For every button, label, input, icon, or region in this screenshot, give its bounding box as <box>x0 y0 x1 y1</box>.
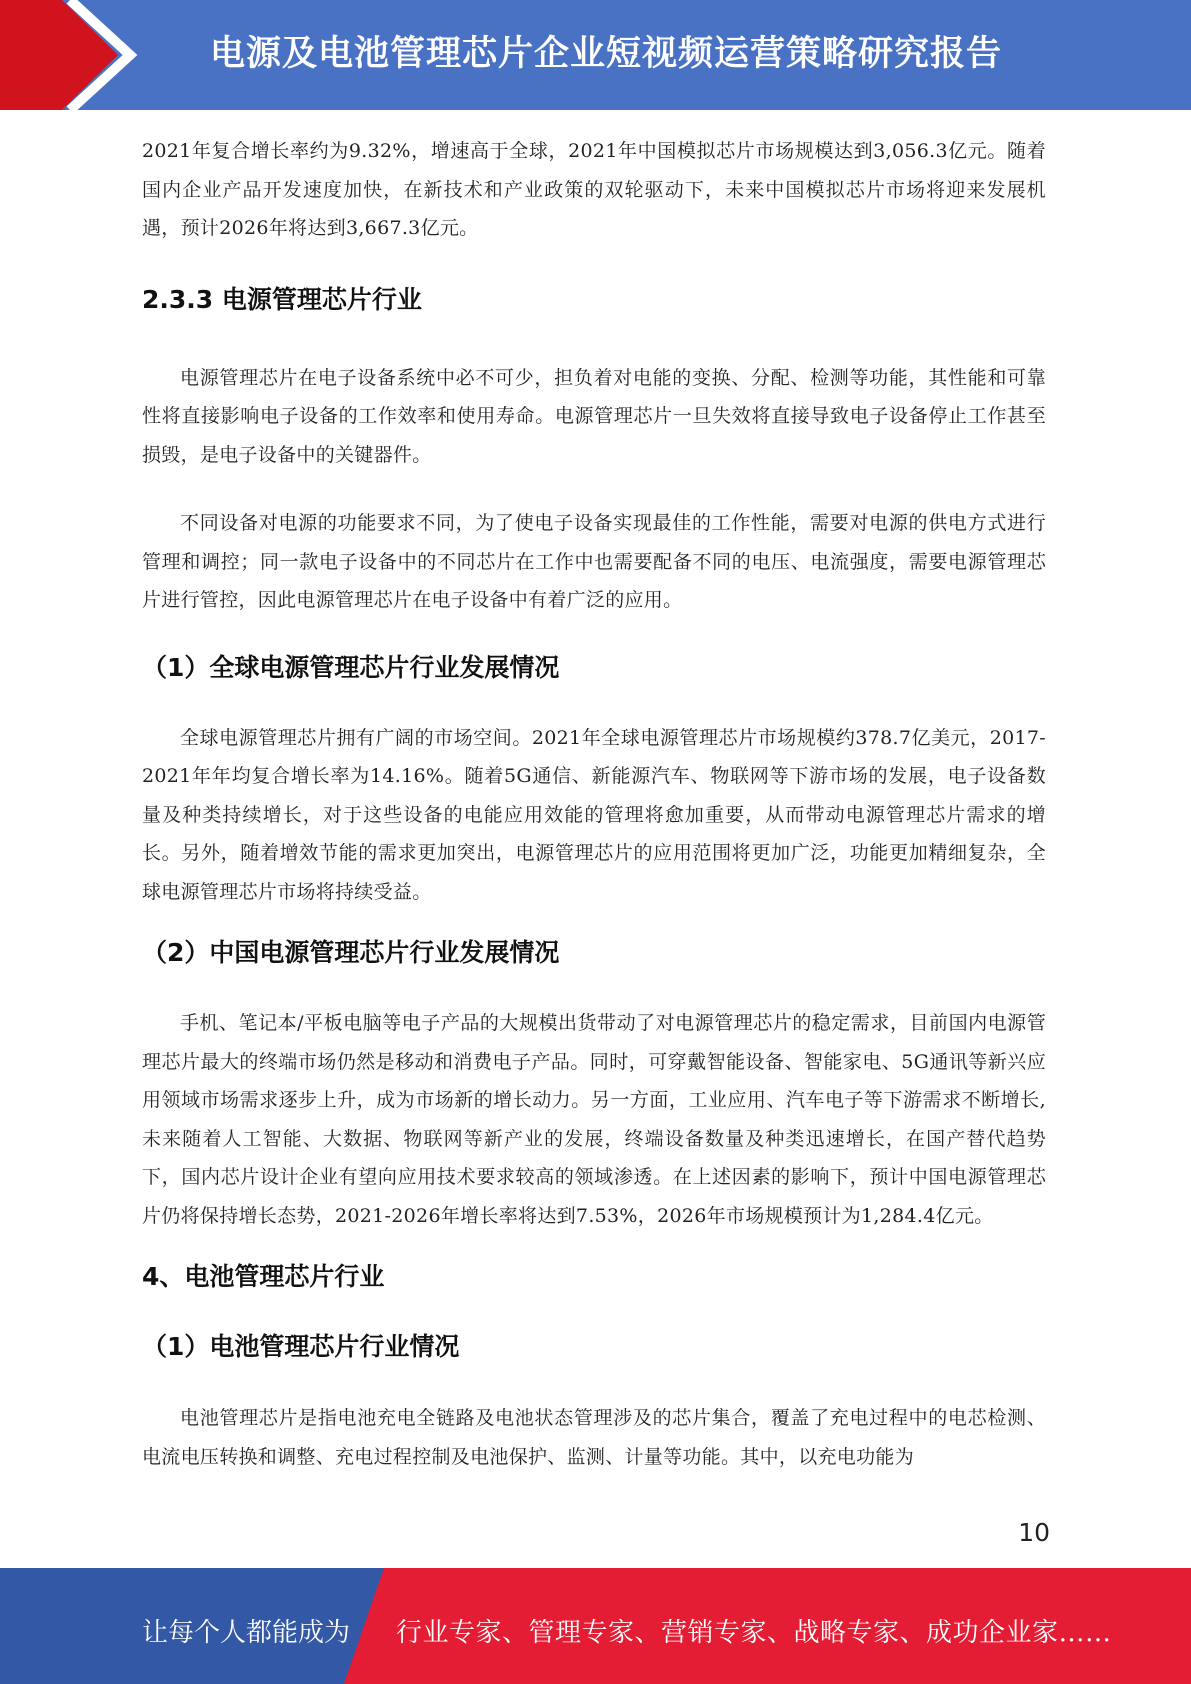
page-number: 10 <box>1018 1518 1050 1547</box>
footer-slogan-left: 让每个人都能成为 <box>142 1618 351 1648</box>
main-content <box>142 132 1046 1476</box>
china-paragraph: 手机、笔记本/平板电脑等电子产品的大规模出货带动了对电源管理芯片的稳定需求，目前国内电源管理芯片最大的终端市场仍然是移动和消费电子产品。同时，可穿戴智能设备、智能家电、5G通讯等新兴应用领域市场需求逐步上升，成为市场新的增长动力。另一方面，工业应用、汽车电子等下游需求不断增长,未来随着人工智能、大数据、物联网等新产业的发展，终端设备数量及种类迅速增长，在国产替代趋势下，国内芯片设计企业有望向应用技术要求较高的领域渗透。在上述因素的影响下，预计中国电源管理芯片仍将保持增长态势，2021-2026年增长率将达到7.53%，2026年市场规模预计为1,284.4亿元。 <box>142 1012 1046 1227</box>
page-footer <box>0 1568 1191 1684</box>
power-management-paragraph-2: 不同设备对电源的功能要求不同，为了使电子设备实现最佳的工作性能，需要对电源的供电方式进行管理和调控；同一款电子设备中的不同芯片在工作中也需要配备不同的电压、电流强度，需要电源管理芯片进行管控，因此电源管理芯片在电子设备中有着广泛的应用。 <box>142 512 1046 611</box>
battery-paragraph: 电池管理芯片是指电池充电全链路及电池状态管理涉及的芯片集合，覆盖了充电过程中的电芯检测、电流电压转换和调整、充电过程控制及电池保护、监测、计量等功能。其中，以充电功能为 <box>142 1407 1046 1468</box>
subsection-heading-battery: （1）电池管理芯片行业情况 <box>142 1332 460 1361</box>
section-heading-battery: 4、电池管理芯片行业 <box>142 1262 385 1291</box>
document-title: 电源及电池管理芯片企业短视频运营策略研究报告 <box>210 34 1003 74</box>
section-heading-china: （2）中国电源管理芯片行业发展情况 <box>142 938 560 967</box>
footer-slogan-right: 行业专家、管理专家、营销专家、战略专家、成功企业家…… <box>396 1618 1112 1648</box>
section-heading-global: （1）全球电源管理芯片行业发展情况 <box>142 652 560 682</box>
section-heading-power-management: 2.3.3 电源管理芯片行业 <box>142 284 422 314</box>
global-paragraph: 全球电源管理芯片拥有广阔的市场空间。2021年全球电源管理芯片市场规模约378.7亿美元，2017-2021年年均复合增长率为14.16%。随着5G通信、新能源汽车、物联网等下游市场的发展，电子设备数量及种类持续增长，对于这些设备的电能应用效能的管理将愈加重要，从而带动电源管理芯片需求的增长。另外，随着增效节能的需求更加突出，电源管理芯片的应用范围将更加广泛，功能更加精细复杂，全球电源管理芯片市场将持续受益。 <box>142 726 1046 903</box>
intro-paragraph: 2021年复合增长率约为9.32%，增速高于全球，2021年中国模拟芯片市场规模达到3,056.3亿元。随着国内企业产品开发速度加快，在新技术和产业政策的双轮驱动下，未来中国模拟芯片市场将迎来发展机遇，预计2026年将达到3,667.3亿元。 <box>142 140 1046 239</box>
page-header <box>0 0 1191 110</box>
power-management-paragraph-1: 电源管理芯片在电子设备系统中必不可少，担负着对电能的变换、分配、检测等功能，其性能和可靠性将直接影响电子设备的工作效率和使用寿命。电源管理芯片一旦失效将直接导致电子设备停止工作甚至损毁，是电子设备中的关键器件。 <box>142 366 1046 466</box>
